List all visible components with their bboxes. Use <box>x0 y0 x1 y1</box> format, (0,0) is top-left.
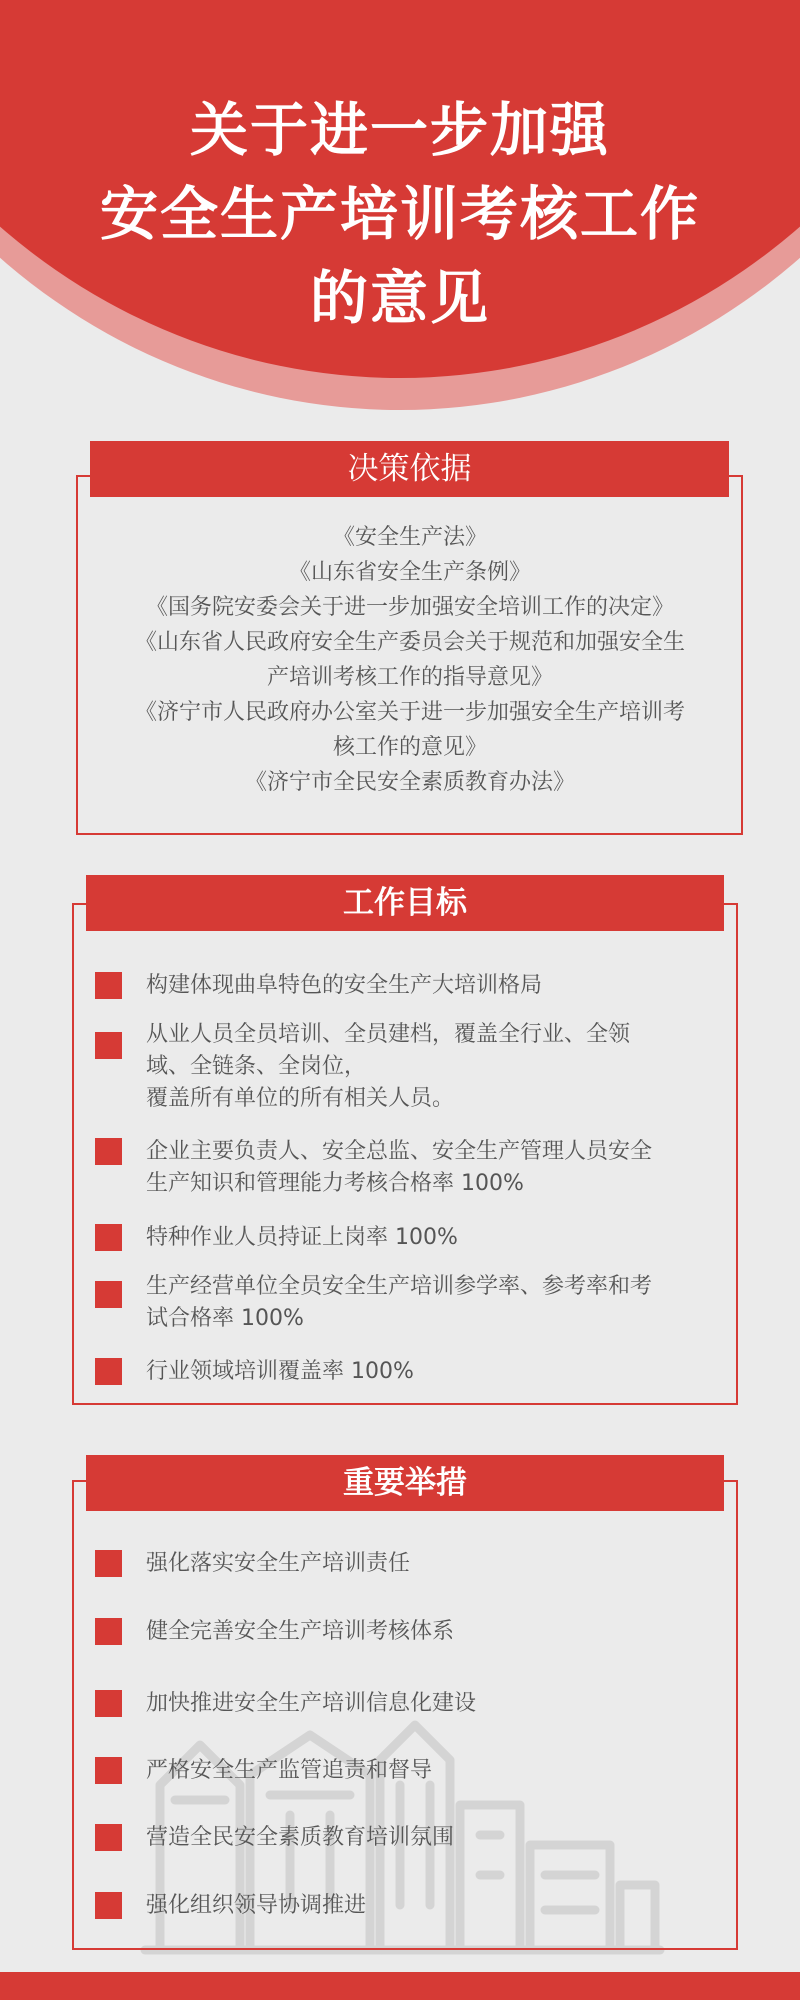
measure-text: 加快推进安全生产培训信息化建设 <box>146 1691 477 1716</box>
bullet-square-icon <box>95 1690 122 1717</box>
bullet-square-icon <box>95 972 122 999</box>
bullet-square-icon <box>95 1358 122 1385</box>
bullet-square-icon <box>95 1892 122 1919</box>
basis-section-heading: 决策依据 <box>90 441 729 497</box>
bullet-square-icon <box>95 1618 122 1645</box>
goal-text: 特种作业人员持证上岗率 100% <box>146 1225 458 1250</box>
bullet-square-icon <box>95 1281 122 1308</box>
basis-list <box>110 520 710 800</box>
measure-text: 健全完善安全生产培训考核体系 <box>146 1619 455 1644</box>
title-line-1: 关于进一步加强 <box>189 96 610 164</box>
bullet-square-icon <box>95 1224 122 1251</box>
goal-text: 生产经营单位全员安全生产培训参学率、参考率和考 <box>146 1274 653 1299</box>
title-line-2: 安全生产培训考核工作 <box>99 180 700 248</box>
measure-text: 严格安全生产监管追责和督导 <box>146 1758 433 1783</box>
basis-item: 《济宁市人民政府办公室关于进一步加强安全生产培训考 <box>134 700 685 725</box>
bullet-square-icon <box>95 1757 122 1784</box>
bullet-square-icon <box>95 1138 122 1165</box>
measure-text: 营造全民安全素质教育培训氛围 <box>146 1825 455 1850</box>
page-title <box>0 88 800 340</box>
basis-item: 《济宁市全民安全素质教育办法》 <box>244 770 575 795</box>
goal-text: 覆盖所有单位的所有相关人员。 <box>146 1086 455 1111</box>
footer-bar <box>0 1972 800 2000</box>
goal-text: 生产知识和管理能力考核合格率 100% <box>146 1171 524 1196</box>
goals-section-heading: 工作目标 <box>86 875 724 931</box>
goal-text: 企业主要负责人、安全总监、安全生产管理人员安全 <box>146 1139 653 1164</box>
title-line-3: 的意见 <box>309 264 490 332</box>
basis-item: 《国务院安委会关于进一步加强安全培训工作的决定》 <box>145 595 674 620</box>
basis-item: 核工作的意见》 <box>332 735 487 760</box>
goal-text: 行业领域培训覆盖率 100% <box>146 1359 414 1384</box>
goal-text: 从业人员全员培训、全员建档，覆盖全行业、全领 <box>146 1022 631 1047</box>
basis-item: 产培训考核工作的指导意见》 <box>266 665 553 690</box>
basis-item: 《安全生产法》 <box>332 525 487 550</box>
basis-item: 《山东省安全生产条例》 <box>288 560 531 585</box>
bullet-square-icon <box>95 1824 122 1851</box>
basis-item: 《山东省人民政府安全生产委员会关于规范和加强安全生 <box>134 630 685 655</box>
measures-section-heading: 重要举措 <box>86 1455 724 1511</box>
bullet-square-icon <box>95 1032 122 1059</box>
goal-text: 域、全链条、全岗位， <box>146 1054 367 1079</box>
bullet-square-icon <box>95 1550 122 1577</box>
goal-text: 试合格率 100% <box>146 1306 304 1331</box>
goal-text: 构建体现曲阜特色的安全生产大培训格局 <box>146 973 543 998</box>
measure-text: 强化落实安全生产培训责任 <box>146 1551 411 1576</box>
measure-text: 强化组织领导协调推进 <box>146 1893 367 1918</box>
